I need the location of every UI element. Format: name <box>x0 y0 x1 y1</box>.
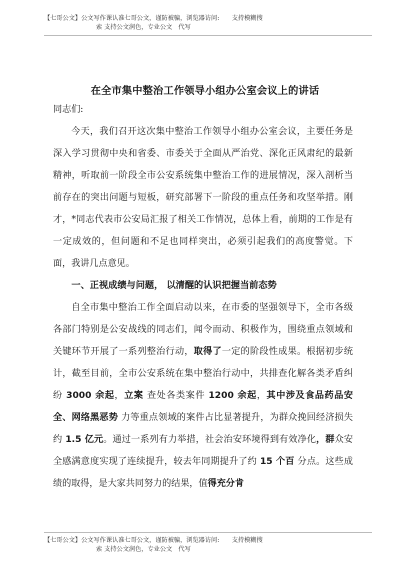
emphasis-run: 得充分肯 <box>207 479 244 489</box>
emphasis-run: 1200 余起 <box>208 391 257 401</box>
emphasis-run: ，群 <box>316 435 335 445</box>
text-run: ， <box>114 391 125 401</box>
emphasis-run: 其中涉及食品药品安全、网络黑恶势 <box>53 391 353 423</box>
text-run: 。通过一系列有力举措，社会治安环境得到有效净化 <box>103 435 317 445</box>
header-rule <box>44 35 372 36</box>
salutation: 同志们: <box>53 105 84 115</box>
text-run: 一定的阶段性成果。根据初步统计，截至目前，全市公安系统在集中整治行动中，共排查化解各类矛盾纠纷 <box>53 347 353 401</box>
text-run: 力等重点领域的案件占比显著提升，为群众挽回经济损失约 <box>53 413 353 445</box>
emphasis-run: 3000 余起 <box>66 391 115 401</box>
text-run: 众安全感满意度实现了连续提升，较去年同期提升了约 <box>53 435 353 467</box>
watermark-banner-top <box>44 14 384 32</box>
document-title: 在全市集中整治工作领导小组办公室会议上的讲话 <box>90 86 320 97</box>
text-run: ， <box>256 391 267 401</box>
emphasis-run: 取得了 <box>193 347 222 357</box>
banner-line-2: 索 支持公文润色，专业公文 代写 <box>96 24 191 31</box>
text-run: 分点。这些成绩的取得，是大家共同努力的结果，值 <box>53 457 353 489</box>
text-run: 查处各类案件 <box>143 391 209 401</box>
banner-line-1: 【七哥公文】公文写作课认准七哥公文，谨防被骗，浏览器访问: 支持模糊搜 <box>44 15 263 22</box>
emphasis-run: 1.5 亿元 <box>65 435 104 445</box>
section-heading: 一、正视成绩与问题， 以清醒的认识把握当前态势 <box>71 280 277 291</box>
emphasis-run: 立案 <box>124 391 144 401</box>
text-run: 自全市集中整治工作全面启动以来，在市委的坚强领导下，全市各级各部门特别是公安战线的同志们，闻令而动、积极作为，围绕重点领域和关键环节开展了一系列整治行动， <box>53 303 353 357</box>
paragraph-intro: 今天，我们召开这次集中整治工作领导小组办公室会议，主要任务是深入学习贯彻中央和省委、市委关于全面从严治党、深化正风肃纪的最新精神，听取前一阶段全市公安系统集中整治工作的进展情况，深入剖析当前存在的突出问题与短板，研究部署下一阶段的重点任务和攻坚举措。刚才，*同志代表市公安局汇报了相关工作情况，总体上看，前期的工作是有一定成效的，但问题和不足也同样突出，必须引起我们的高度警觉。下面，我讲几点意见。 <box>53 127 353 269</box>
footer-rule <box>44 532 372 533</box>
paragraph-achievements <box>53 297 353 495</box>
banner-line-1: 【七哥公文】公文写作课认准七哥公文，谨防被骗，浏览器访问: 支持模糊搜 <box>44 537 263 544</box>
emphasis-run: 15 个百 <box>259 457 295 467</box>
document-body <box>53 99 353 495</box>
banner-line-2: 索 支持公文润色，专业公文 代写 <box>96 546 191 553</box>
watermark-banner-bottom <box>44 536 384 554</box>
